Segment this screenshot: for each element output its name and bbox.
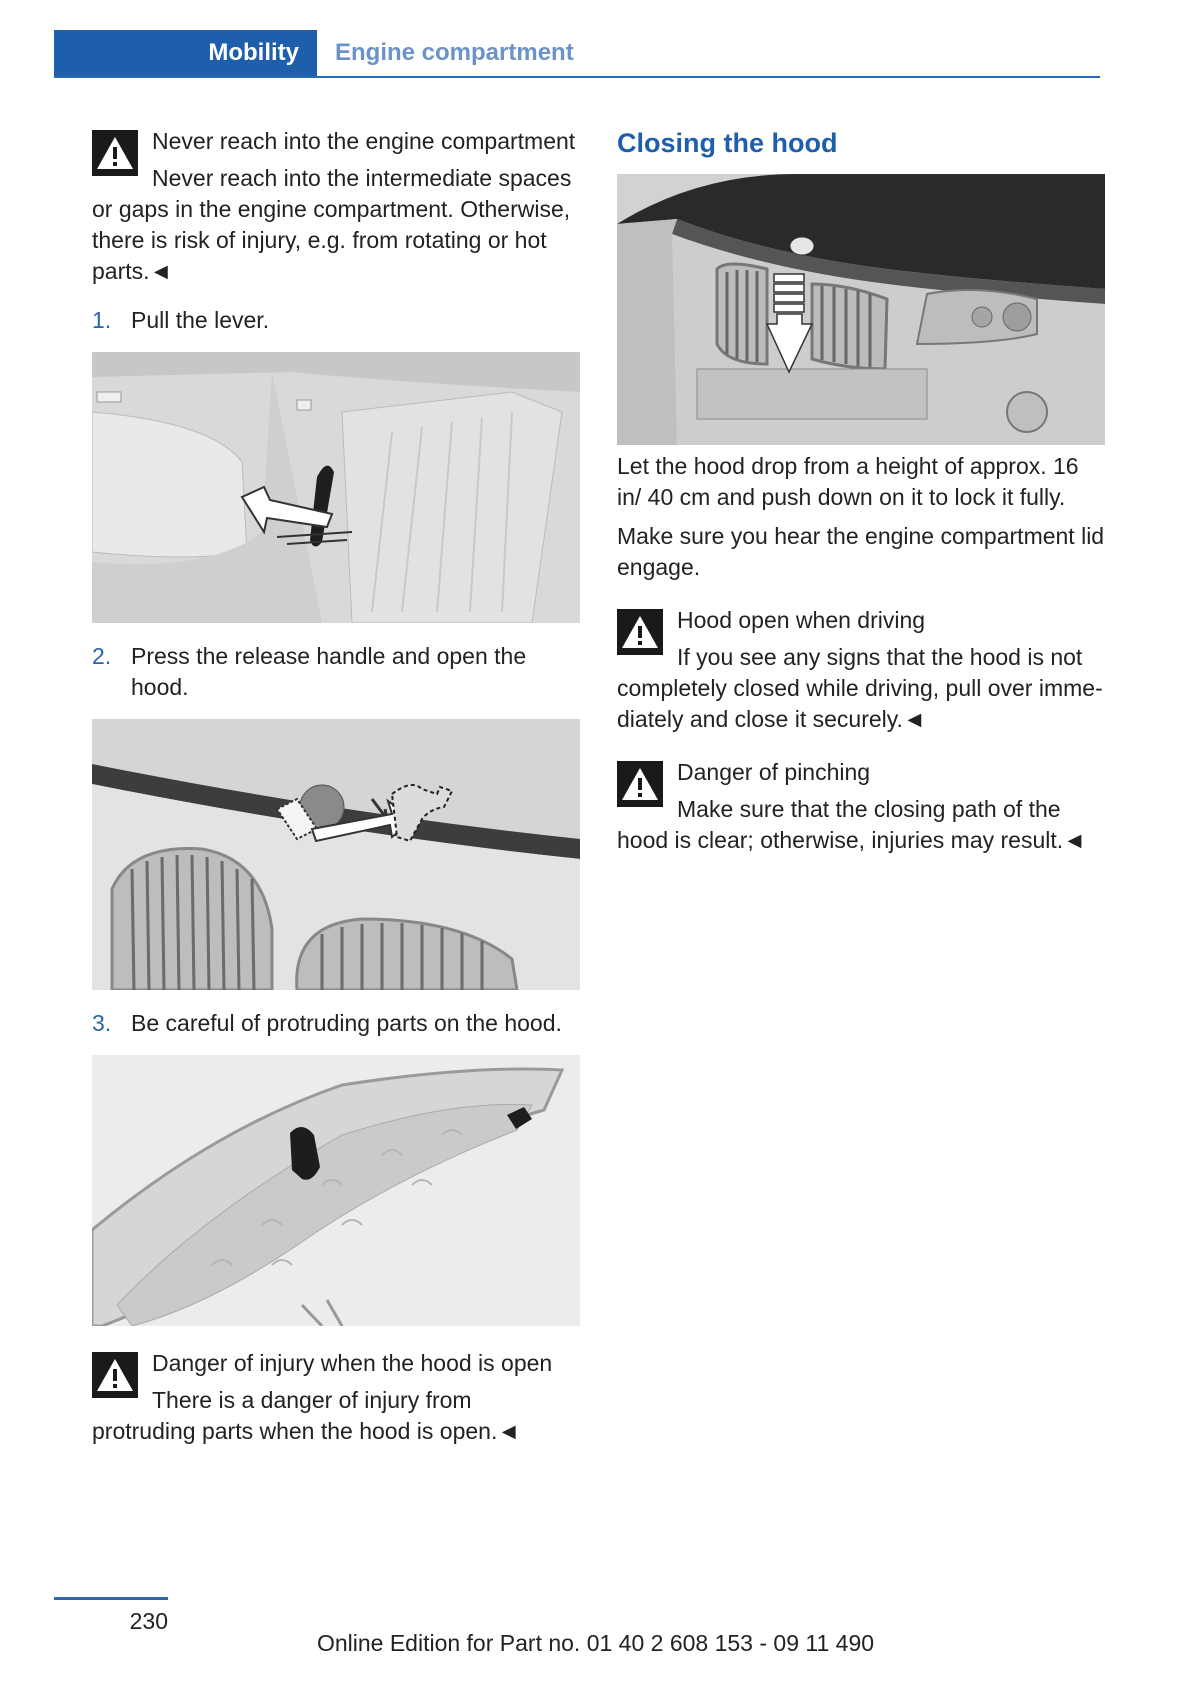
footer-rule [54,1597,168,1600]
step-text: Pull the lever. [131,307,270,333]
paragraph-hear-engage: Make sure you hear the engine compartment lid engage. [617,523,1105,580]
step-text: Press the release handle and open the hood. [131,643,527,700]
chapter-title[interactable] [335,30,574,76]
paragraph-hood-drop: Let the hood drop from a height of approx. 16 in/ 40 cm and push down on it to lock it fully. [617,453,1079,510]
warning-title: Never reach into the engine compartment [152,128,576,154]
step-number: 2. [92,643,112,669]
figure-release-handle [92,719,580,990]
section-heading: Closing the hood [617,128,838,158]
step-text: Be careful of protruding parts on the hood. [131,1010,562,1036]
warning-triangle-icon [92,1352,138,1398]
edition-note: Online Edition for Part no. 01 40 2 608 153 - 09 11 490 [316,1630,875,1656]
chapter-label: Engine compartment [335,39,574,66]
page-header [54,30,1100,78]
warning-title: Hood open when driving [677,607,926,633]
warning-hood-open-driving [617,605,1105,735]
figure-closing-hood [617,174,1105,445]
warning-triangle-icon [617,761,663,807]
warning-pinching [617,757,1105,856]
warning-hood-open-injury [92,1348,580,1447]
warning-body: Never reach into the intermediate spaces or gaps in the engine compartment. Otherwise, there is risk of injury, e.g. from rotating or hot parts.◄ [92,165,572,284]
right-column [617,126,1105,868]
warning-title: Danger of pinching [677,759,871,785]
warning-triangle-icon [617,609,663,655]
left-column [92,126,580,1459]
step-item [92,641,580,703]
section-tab[interactable] [54,30,317,76]
warning-body: If you see any signs that the hood is not completely closed while driving, pull over immediately and close it securely.◄ [617,644,1103,732]
step-item [92,1008,580,1039]
step-item [92,305,580,336]
step-number: 1. [92,307,112,333]
figure-hood-underside [92,1055,580,1326]
step-number: 3. [92,1010,112,1036]
section-label: Mobility [208,39,299,66]
figure-pull-lever [92,352,580,623]
warning-engine-compartment [92,126,580,287]
warning-triangle-icon [92,130,138,176]
warning-title: Danger of injury when the hood is open [152,1350,553,1376]
page-number: 230 [129,1608,168,1634]
warning-body: There is a danger of injury from protruding parts when the hood is open.◄ [92,1387,521,1444]
warning-body: Make sure that the closing path of the hood is clear; otherwise, injuries may result.◄ [617,796,1086,853]
